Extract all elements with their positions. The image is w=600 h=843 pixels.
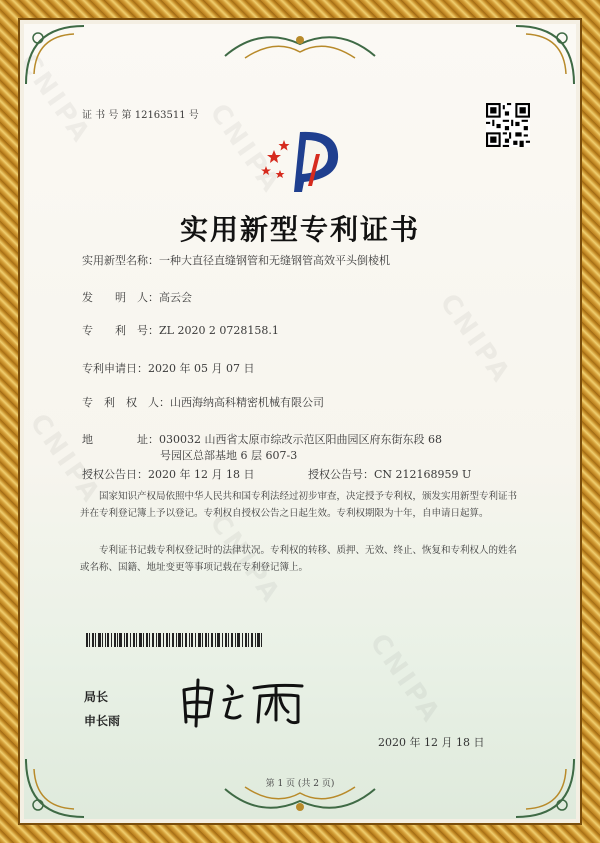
field-value: 高云会 [159,291,192,304]
field-value: 030032 山西省太原市综改示范区阳曲园区府东街东段 68 [159,433,442,446]
signatory-name: 申长雨 [84,714,121,728]
signatory-title: 局长 [84,690,109,704]
field-value: CN 212168959 U [374,468,472,481]
grant-date-row [82,466,254,482]
corner-ornament-icon [24,24,94,94]
field-value: 一种大直径直缝钢管和无缝钢管高效平头倒棱机 [159,254,390,267]
address-row-continued: 号园区总部基地 6 层 607-3 [160,449,298,462]
application-date-row [82,360,254,376]
legal-paragraph: 国家知识产权局依照中华人民共和国专利法经过初步审查，决定授予专利权，颁发实用新型专利证书并在专利登记簿上予以登记。专利权自授权公告之日起生效。专利权期限为十年，自申请日起算。 [80,491,518,519]
field-label: 授权公告日： [82,468,148,481]
watermark [364,628,447,729]
page-number: 第 1 页 (共 2 页) [265,779,335,789]
signature-date: 2020 年 12 月 18 日 [378,736,485,749]
field-label: 发 明 人： [82,291,159,304]
watermark [434,288,517,389]
inventor-row [82,289,192,305]
corner-ornament-icon [506,24,576,94]
field-label: 专 利 号： [82,324,159,337]
field-value: 2020 年 05 月 07 日 [148,362,255,375]
top-ornament-icon [220,26,380,66]
patent-number-row [82,322,279,338]
field-label: 地 址： [82,433,159,446]
address-row [82,431,442,447]
patent-owner-row [82,394,324,410]
utility-model-name-row [82,252,390,268]
field-label: 专利申请日： [82,362,148,375]
legal-paragraph: 专利证书记载专利权登记时的法律状况。专利权的转移、质押、无效、终止、恢复和专利权人的姓名或名称、国籍、地址变更等事项记载在专利登记簿上。 [80,545,518,573]
certificate-number: 证 书 号 第 12163511 号 [82,110,199,121]
certificate-paper [24,24,576,819]
field-label: 专 利 权 人： [82,396,170,409]
field-label: 授权公告号： [308,468,374,481]
barcode-icon [86,633,262,647]
handwritten-signature-icon [176,676,316,728]
field-value: 2020 年 12 月 18 日 [148,468,255,481]
field-value: ZL 2020 2 0728158.1 [159,324,279,337]
qr-code-icon [486,103,530,147]
grant-number-row [308,466,471,482]
field-value: 山西海纳高科精密机械有限公司 [170,396,324,409]
page-title: 实用新型专利证书 [179,213,420,246]
cnipa-emblem-icon [256,126,352,196]
field-label: 实用新型名称： [82,254,159,267]
